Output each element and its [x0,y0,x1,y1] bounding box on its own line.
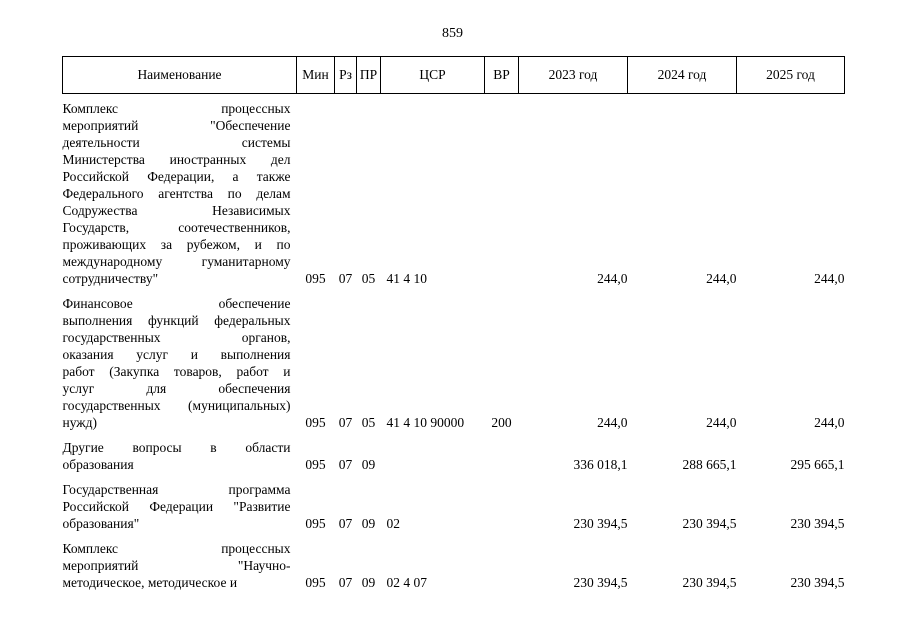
row-name-line: методическое, методическое и [62,575,238,590]
table-body [63,94,845,592]
row-name-line: нужд) [62,415,97,430]
row-name-line: сотрудничеству" [62,271,159,286]
row-name-line: Федерального агентства по делам [62,186,291,201]
row-name-line: образования" [62,516,140,531]
row-csr: 41 4 10 90000 [386,415,465,430]
row-name-line: проживающих за рубежом, и по [62,237,291,252]
row-min: 095 [305,516,326,531]
table-row [63,94,845,288]
row-csr: 02 4 07 [386,575,427,590]
row-name-line: Российской Федерации, а также [62,169,291,184]
row-name [63,287,297,431]
row-name-line: Другие вопросы в области [62,440,291,455]
row-y2023: 230 394,5 [573,516,628,531]
row-y2023: 336 018,1 [573,457,628,472]
row-name-line: Государств, соотечественников, [62,220,291,235]
budget-table [62,56,845,591]
row-rz: 07 [338,575,353,590]
row-name-line: работ (Закупка товаров, работ и [62,364,291,379]
row-min: 095 [305,575,326,590]
row-name-line: мероприятий "Научно- [62,558,291,573]
row-name-line: Комплекс процессных [62,101,291,116]
row-y2023: 244,0 [597,271,628,286]
row-name-line: государственных (муниципальных) [62,398,291,413]
row-csr: 02 [386,516,400,531]
table-row [63,473,845,532]
row-y2024: 230 394,5 [682,575,737,590]
row-y2024: 244,0 [706,271,737,286]
header-vr: ВР [485,57,519,94]
row-name [63,473,297,532]
row-vr: 200 [491,415,512,430]
row-rz: 07 [338,516,353,531]
row-name-line: Государственная программа [62,482,291,497]
row-name-line: деятельности системы [62,135,291,150]
header-rz: Рз [335,57,357,94]
row-name-line: Российской Федерации "Развитие [62,499,291,514]
page-number: 859 [442,26,463,41]
table-row [63,431,845,473]
row-pr: 09 [361,457,376,472]
table-row [63,287,845,431]
row-csr [381,431,485,473]
row-name-line: образования [62,457,134,472]
row-min: 095 [305,271,326,286]
row-y2024: 244,0 [706,415,737,430]
row-min: 095 [305,457,326,472]
row-y2025: 295 665,1 [790,457,845,472]
header-2024: 2024 год [628,57,737,94]
row-name-line: выполнения функций федеральных [62,313,291,328]
row-y2024: 230 394,5 [682,516,737,531]
header-csr: ЦСР [381,57,485,94]
row-y2025: 230 394,5 [790,516,845,531]
row-rz: 07 [338,457,353,472]
row-vr [485,431,519,473]
row-y2025: 244,0 [814,415,845,430]
row-rz: 07 [338,415,353,430]
row-name-line: мероприятий "Обеспечение [62,118,291,133]
row-pr: 05 [361,271,376,286]
row-pr: 09 [361,516,376,531]
row-name-line: Финансовое обеспечение [62,296,291,311]
row-y2024: 288 665,1 [682,457,737,472]
row-name-line: государственных органов, [62,330,291,345]
table-row [63,532,845,591]
row-vr [485,532,519,591]
row-name-line: оказания услуг и выполнения [62,347,291,362]
row-name [63,532,297,591]
row-pr: 05 [361,415,376,430]
row-y2023: 230 394,5 [573,575,628,590]
row-name-line: услуг для обеспечения [62,381,291,396]
row-y2023: 244,0 [597,415,628,430]
header-min: Мин [297,57,335,94]
row-name [63,94,297,288]
row-rz: 07 [338,271,353,286]
row-pr: 09 [361,575,376,590]
row-name [63,431,297,473]
row-name-line: Комплекс процессных [62,541,291,556]
header-pr: ПР [357,57,381,94]
header-2025: 2025 год [737,57,845,94]
row-name-line: Министерства иностранных дел [62,152,291,167]
row-vr [485,473,519,532]
row-name-line: международному гуманитарному [62,254,291,269]
table-header-row [63,57,845,94]
row-vr [485,94,519,288]
header-2023: 2023 год [519,57,628,94]
row-name-line: Содружества Независимых [62,203,291,218]
row-y2025: 230 394,5 [790,575,845,590]
row-y2025: 244,0 [814,271,845,286]
row-min: 095 [305,415,326,430]
row-csr: 41 4 10 [386,271,427,286]
header-name: Наименование [63,57,297,94]
